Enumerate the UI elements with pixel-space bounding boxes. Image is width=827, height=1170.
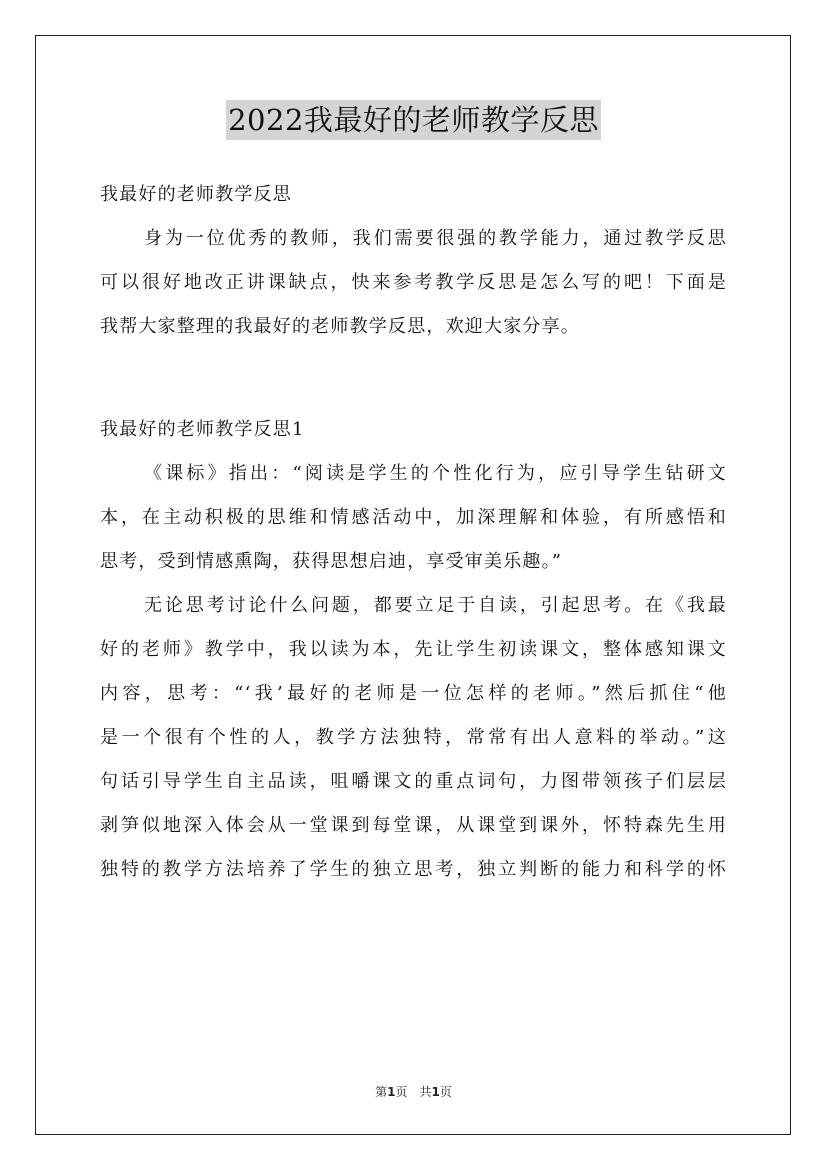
paragraph-line: 句话引导学生自主品读，咀嚼课文的重点词句，力图带领孩子们层层 (100, 771, 727, 792)
section-heading: 我最好的老师教学反思1 (100, 419, 305, 440)
paragraph-line: 内容，思考：“‘我’最好的老师是一位怎样的老师。”然后抓住“他 (100, 683, 727, 704)
document-title: 2022我最好的老师教学反思 (226, 100, 601, 140)
footer-middle: 页 共 (395, 1085, 432, 1099)
title-container (0, 100, 827, 140)
intro-line: 我帮大家整理的我最好的老师教学反思，欢迎大家分享。 (100, 316, 580, 337)
paragraph-line: 剥笋似地深入体会从一堂课到每堂课，从课堂到课外，怀特森先生用 (100, 815, 727, 836)
intro-line: 可以很好地改正讲课缺点，快来参考教学反思是怎么写的吧！下面是 (100, 272, 727, 293)
footer-page-number: 1 (387, 1085, 396, 1099)
footer-page-total: 1 (431, 1085, 440, 1099)
paragraph-line: 思考，受到情感熏陶，获得思想启迪，享受审美乐趣。” (100, 551, 563, 572)
paragraph-line: 无论思考讨论什么问题，都要立足于自读，引起思考。在《我最 (144, 595, 727, 616)
paragraph-line: 是一个很有个性的人，教学方法独特，常常有出人意料的举动。”这 (100, 727, 727, 748)
footer-suffix: 页 (439, 1085, 452, 1099)
intro-line: 身为一位优秀的教师，我们需要很强的教学能力，通过教学反思 (144, 228, 727, 249)
page-footer (0, 1083, 827, 1100)
paragraph-line: 本，在主动积极的思维和情感活动中，加深理解和体验，有所感悟和 (100, 507, 727, 528)
document-body (100, 173, 727, 892)
paragraph-line: 《课标》指出：“阅读是学生的个性化行为，应引导学生钻研文 (144, 463, 727, 484)
paragraph-line: 好的老师》教学中，我以读为本，先让学生初读课文，整体感知课文 (100, 639, 727, 660)
footer-prefix: 第 (375, 1085, 388, 1099)
subtitle: 我最好的老师教学反思 (100, 184, 292, 205)
section-gap (100, 349, 727, 408)
paragraph-line: 独特的教学方法培养了学生的独立思考，独立判断的能力和科学的怀 (100, 859, 727, 880)
